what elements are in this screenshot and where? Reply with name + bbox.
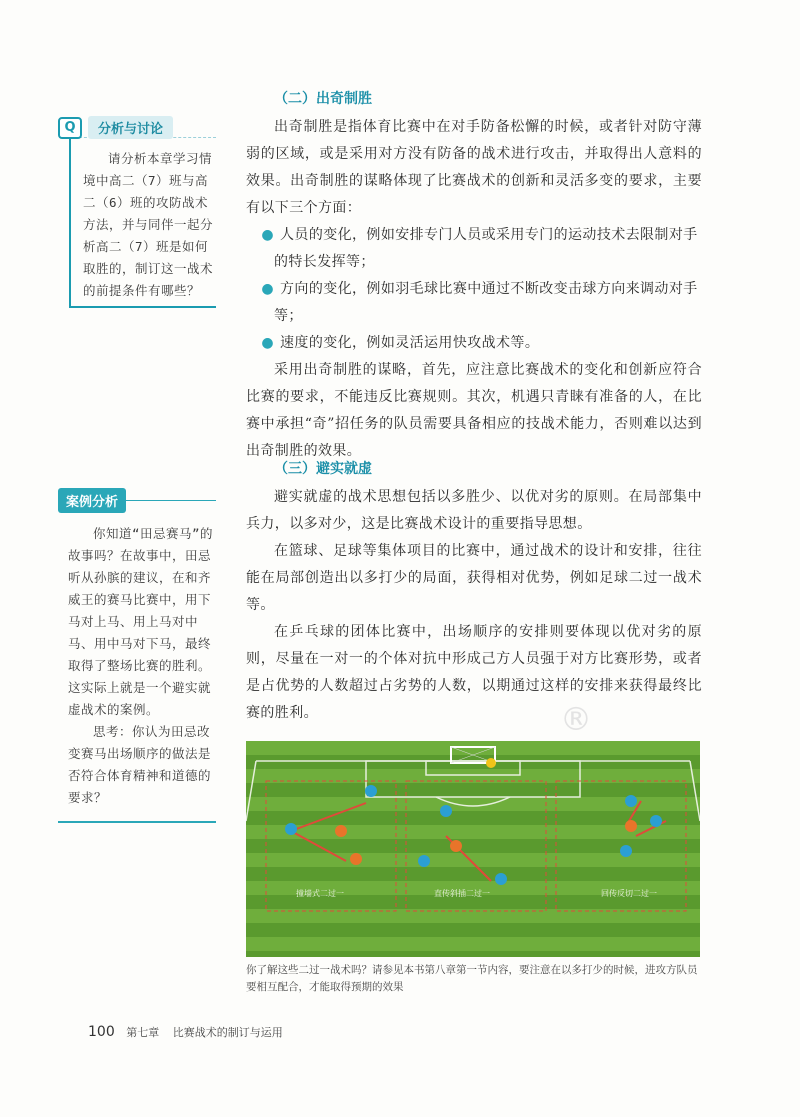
page-footer xyxy=(88,1024,283,1040)
page-number: 100 xyxy=(88,1024,115,1040)
case-study-body xyxy=(58,513,216,823)
bullet-item xyxy=(246,222,702,276)
paragraph: 在篮球、足球等集体项目的比赛中，通过战术的设计和安排，往往能在局部创造出以多打少的局面，获得相对优势，例如足球二过一战术等。 xyxy=(246,543,702,613)
chapter-number: 第七章 xyxy=(126,1026,160,1039)
bullet-text: 方向的变化，例如羽毛球比赛中通过不断改变击球方向来调动对手等； xyxy=(274,281,698,324)
discussion-box xyxy=(58,116,216,308)
bullet-icon: ● xyxy=(261,281,275,297)
paragraph: 采用出奇制胜的谋略，首先，应注意比赛战术的变化和创新应符合比赛的要求，不能违反比赛规则。其次，机遇只青睐有准备的人，在比赛中承担“奇”招任务的队员需要具备相应的技战术能力，否则难以达到出奇制胜的效果。 xyxy=(246,362,702,459)
bullet-text: 速度的变化，例如灵活运用快攻战术等。 xyxy=(280,335,540,351)
bullet-item xyxy=(246,276,702,330)
case-study-label: 案例分析 xyxy=(58,488,126,513)
registered-watermark: ® xyxy=(560,700,592,738)
zone-label-wall-pass: 撞墙式二过一 xyxy=(296,889,344,898)
section-surprise xyxy=(246,88,702,465)
section-title: （三）避实就虚 xyxy=(274,461,372,477)
zone-label-back-pass: 回传反切二过一 xyxy=(601,889,657,898)
case-study-header xyxy=(58,488,216,513)
chapter-title: 比赛战术的制订与运用 xyxy=(172,1026,283,1039)
bullet-item xyxy=(246,330,702,357)
pitch-grass xyxy=(246,741,700,957)
discussion-frame xyxy=(69,137,216,308)
zone-label-through-pass: 直传斜插二过一 xyxy=(434,889,490,898)
case-study-question: 思考：你认为田忌改变赛马出场顺序的做法是否符合体育精神和道德的要求？ xyxy=(68,724,212,805)
soccer-pitch-illustration xyxy=(246,741,700,957)
bullet-icon: ● xyxy=(261,227,275,243)
case-study-box xyxy=(58,488,216,823)
figure-caption: 你了解这些二过一战术吗？请参见本书第八章第一节内容，要注意在以多打少的时候，进攻方队员要相互配合，才能取得预期的效果 xyxy=(246,964,698,993)
paragraph: 避实就虚的战术思想包括以多胜少、以优对劣的原则。在局部集中兵力，以多对少，这是比赛战术设计的重要指导思想。 xyxy=(246,489,702,532)
bullet-icon: ● xyxy=(261,335,275,351)
paragraph: 在乒乓球的团体比赛中，出场顺序的安排则要体现以优对劣的原则，尽量在一对一的个体对抗中形成己方人员强于对方比赛形势，或者是占优势的人数超过占劣势的人数，以期通过这样的安排来获得最终比赛的胜利。 xyxy=(246,624,702,721)
paragraph: 出奇制胜是指体育比赛中在对手防备松懈的时候，或者针对防守薄弱的区域，或是采用对方没有防备的战术进行攻击，并取得出人意料的效果。出奇制胜的谋略体现了比赛战术的创新和灵活多变的要求，主要有以下三个方面： xyxy=(246,119,702,216)
discussion-text: 请分析本章学习情境中高二（7）班与高二（6）班的攻防战术方法，并与同伴一起分析高二（7）班是如何取胜的，制订这一战术的前提条件有哪些？ xyxy=(83,151,214,298)
section-avoid-strength xyxy=(246,458,702,727)
header-rule xyxy=(126,500,216,501)
discussion-label: 分析与讨论 xyxy=(88,116,173,139)
speech-bubble-icon: Q xyxy=(58,117,82,139)
section-title: （二）出奇制胜 xyxy=(274,91,372,107)
case-study-text: 你知道“田忌赛马”的故事吗？在故事中，田忌听从孙膑的建议，在和齐威王的赛马比赛中，用下马对上马、用上马对中马、用中马对下马，最终取得了整场比赛的胜利。这实际上就是一个避实就虚战术的案例。 xyxy=(68,526,214,717)
bullet-text: 人员的变化，例如安排专门人员或采用专门的运动技术去限制对手的特长发挥等； xyxy=(274,227,698,270)
discussion-header xyxy=(58,116,216,139)
